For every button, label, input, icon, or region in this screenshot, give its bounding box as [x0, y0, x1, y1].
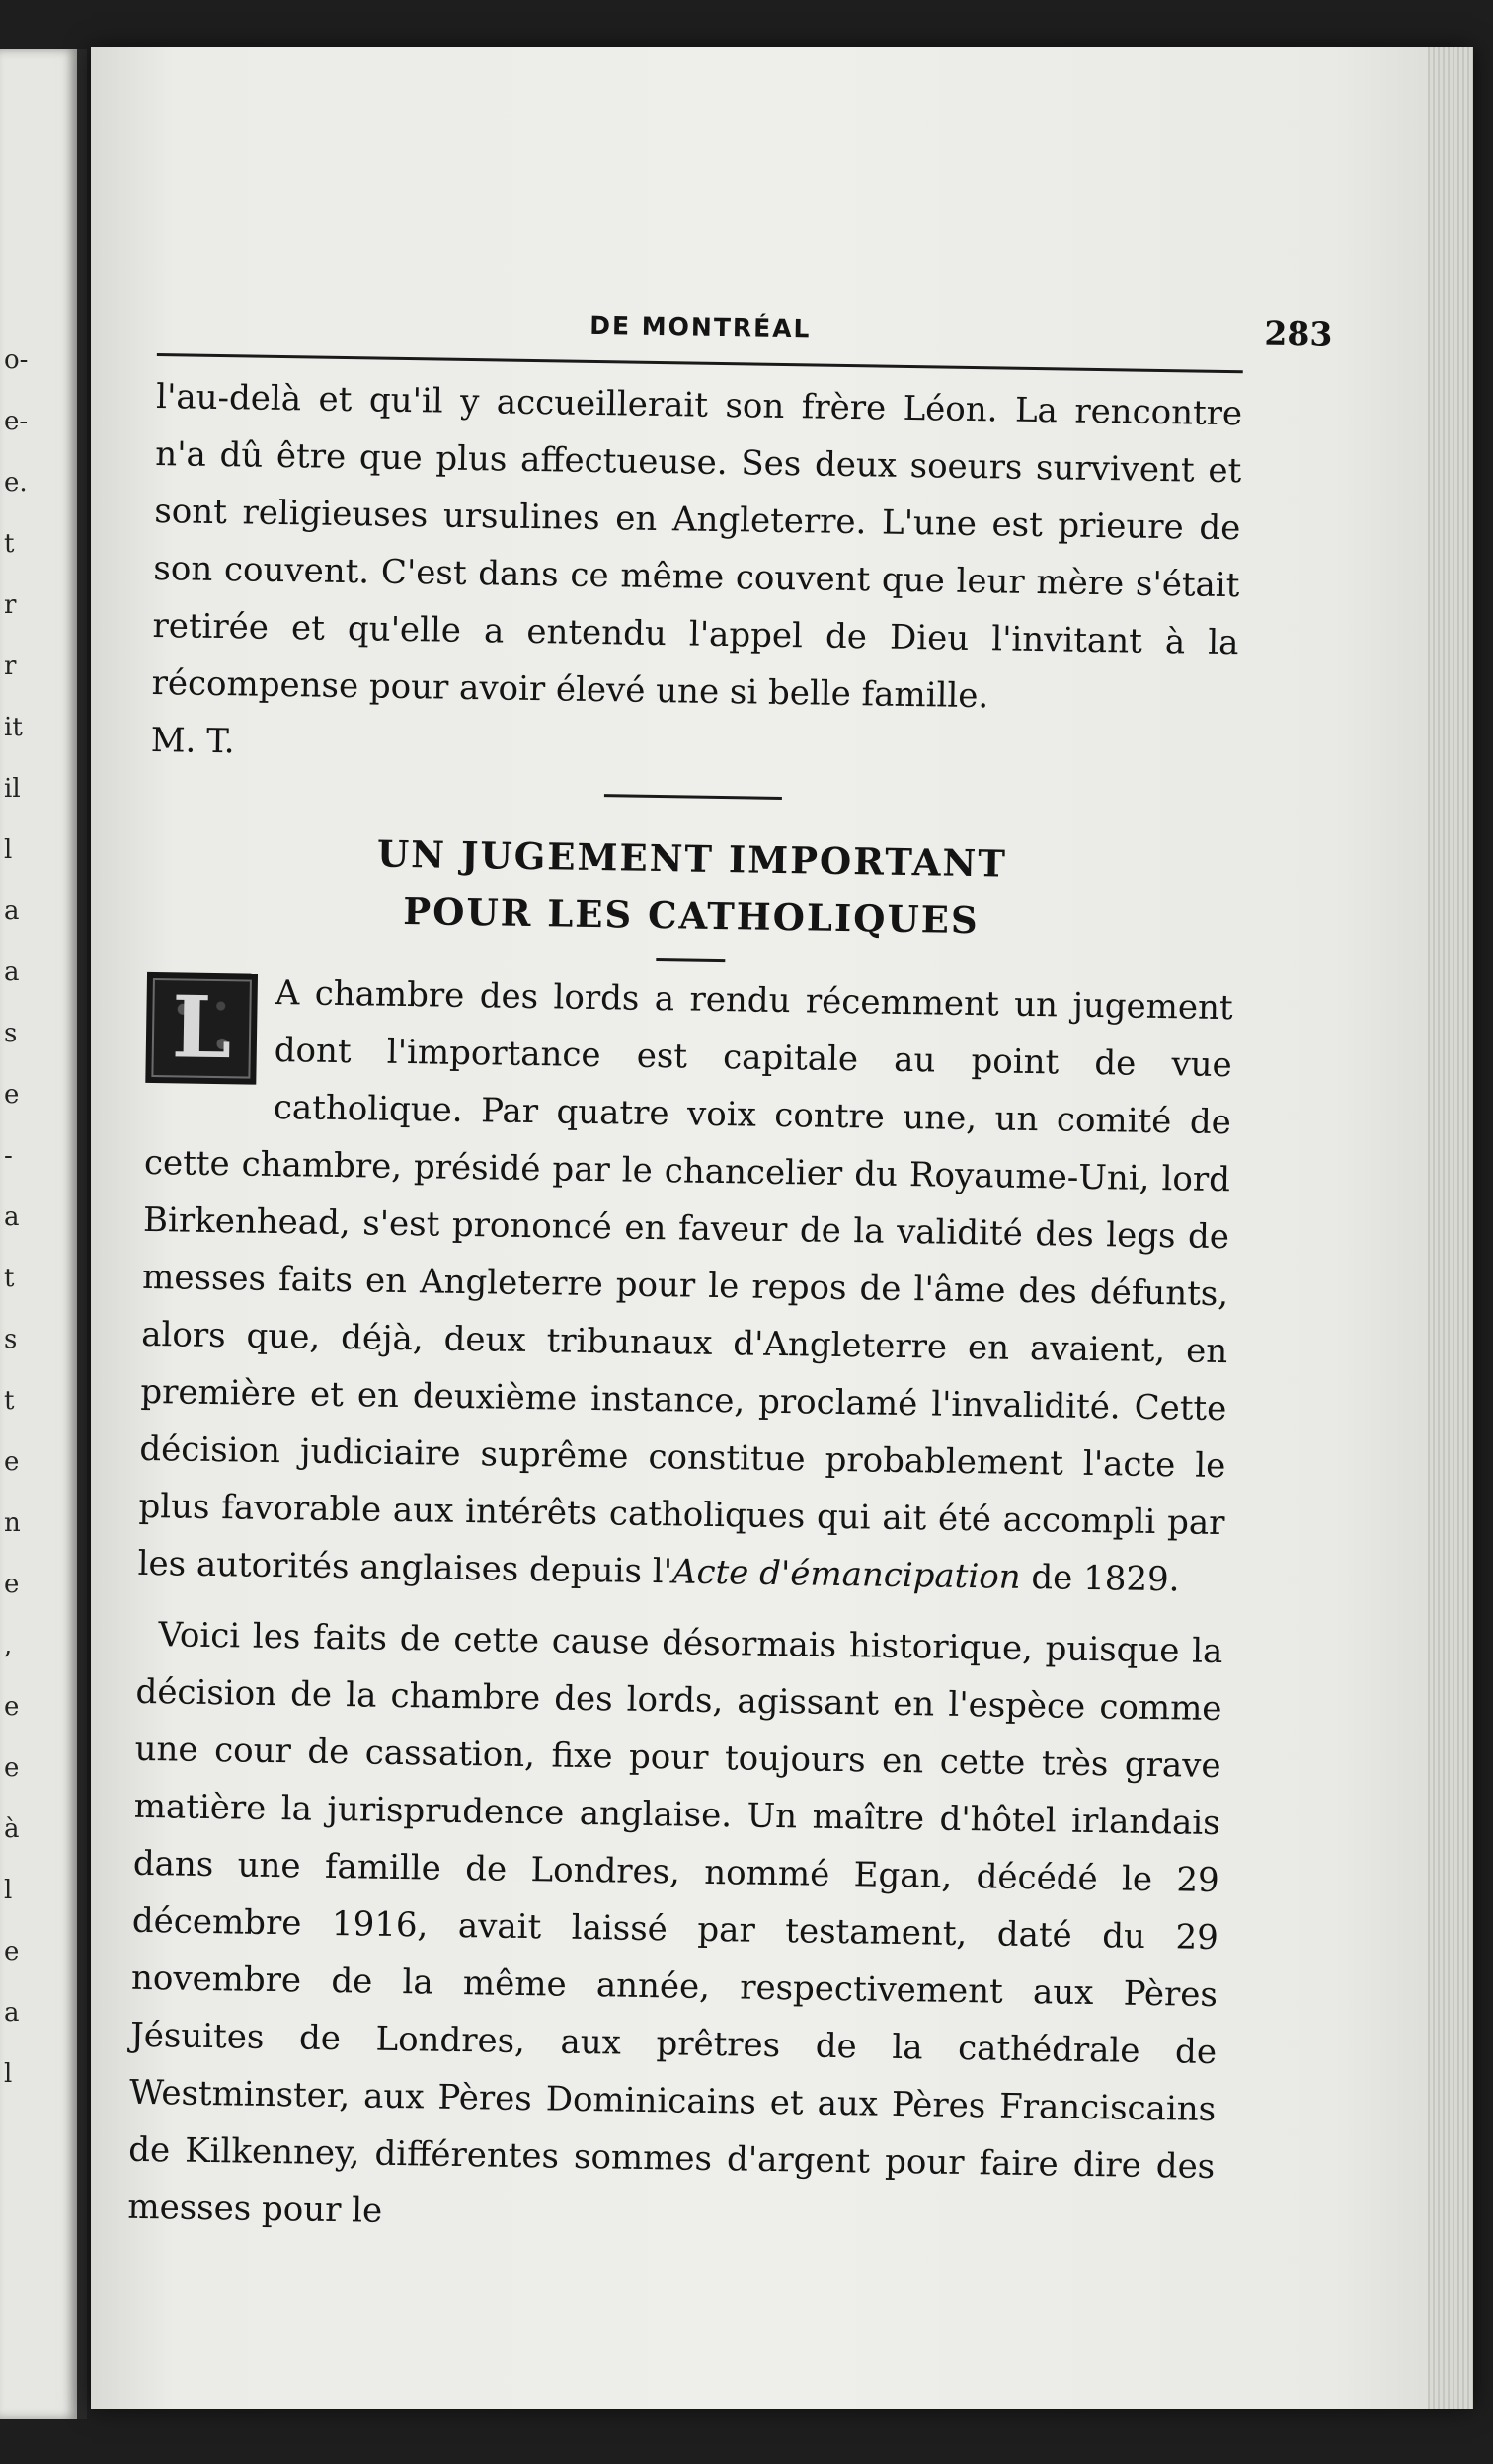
article-paragraph-2: Voici les faits de cette cause désormais historique, puisque la décision de la chambre des lords, agissant en l'espèce comme une cour de cassation, fixe pour toujours en cette très grave matière la jurisprudence anglaise. Un maître d'hôtel irlandais dans une famille de Londres, nommé Egan, décédé le 29 décembre 1916, avait laissé par testament, daté du 29 novembre de la même année, respectivement aux Pères Jésuites de Londres, aux prêtres de la cathédrale de Westminster, aux Pères Dominicains et aux Pères Franciscains de Kilkenney, différentes sommes d'argent pour faire dire des messes pour le — [127, 1615, 1223, 2231]
left-page-fragment: t — [4, 1386, 15, 1416]
author-signature: M. T. — [150, 720, 235, 762]
section-divider — [604, 794, 782, 800]
title-underline — [656, 958, 725, 962]
page-edge-shadow — [1428, 47, 1473, 2409]
article-paragraph-1-text: A chambre des lords a rendu récemment un jugement dont l'importance est capitale au point de vue catholique. Par quatre voix contre une, un comité de cette chambre, présidé par le chancelier du Royaume-Uni, lord Birkenhead, s'est prononcé en faveur de la validité des legs de messes faits en Angleterre pour le repos de l'âme des défunts, alors que, déjà, deux tribunaux d'Angleterre en avaient, en première et en deuxième instance, proclamé l'invalidité. Cette décision judiciaire suprême constitue probablement l'acte le plus favorable aux intérêts catholiques qui ait été accompli par les autorités anglaises depuis l' — [137, 972, 1233, 1592]
article-paragraph-1-end: de 1829. — [1020, 1557, 1180, 1600]
left-page-fragment: e — [4, 1080, 20, 1110]
left-page-fragment: a — [4, 958, 20, 987]
left-page-fragment: à — [4, 1814, 20, 1844]
left-page-fragment: e — [4, 1753, 20, 1783]
left-page-fragment: e — [4, 1447, 20, 1477]
page-content — [127, 284, 1333, 2253]
left-page-fragment: l — [4, 2059, 13, 2089]
page-number: 283 — [1264, 313, 1333, 353]
left-page-fragment: e- — [4, 407, 29, 436]
left-page-edge — [0, 49, 87, 2419]
article-paragraph-1 — [137, 962, 1233, 1609]
left-page-fragment: e — [4, 1570, 20, 1599]
act-of-emancipation-italic: Acte d'émancipation — [671, 1552, 1021, 1597]
ornamental-dropcap — [145, 972, 258, 1085]
left-page-fragment: n — [4, 1508, 21, 1538]
left-page-fragment: e — [4, 1937, 20, 1966]
left-page-fragment: it — [4, 713, 23, 742]
running-head — [157, 284, 1333, 373]
left-page-fragment: a — [4, 1202, 20, 1232]
article-title — [148, 821, 1236, 953]
left-page-fragment: a — [4, 1998, 20, 2028]
left-page-fragment: l — [4, 835, 13, 865]
dropcap-letter: L — [171, 977, 233, 1079]
left-page-fragment: t — [4, 529, 15, 559]
left-page-fragment: - — [4, 1141, 13, 1171]
left-page-fragment: l — [4, 1876, 13, 1905]
left-page-fragment: e. — [4, 468, 28, 498]
article-title-line-1: UN JUGEMENT IMPORTANT — [376, 831, 1008, 886]
article-title-line-2: POUR LES CATHOLIQUES — [403, 888, 981, 943]
left-page-fragment: o- — [4, 346, 29, 375]
left-page-fragment: t — [4, 1264, 15, 1293]
continuation-paragraph: l'au-delà et qu'il y accueillerait son frère Léon. La rencontre n'a dû être que plus affectueuse. Ses deux soeurs survivent et sont religieuses ursulines en Angleterre. L'une est prieure de son couvent. C'est dans ce même couvent que leur mère s'était retirée et qu'elle a entendu l'appel de Dieu l'invitant à la récompense pour avoir élevé une si belle famille. — [151, 376, 1243, 717]
left-page-fragment: il — [4, 774, 21, 804]
running-title: DE MONTRÉAL — [589, 310, 812, 344]
left-page-fragment: s — [4, 1019, 18, 1048]
left-page-fragment: , — [4, 1631, 13, 1660]
left-page-fragment: s — [4, 1325, 18, 1354]
left-page-fragment: r — [4, 590, 17, 620]
book-page — [91, 47, 1473, 2409]
left-page-fragment: r — [4, 652, 17, 681]
left-page-fragment: e — [4, 1692, 20, 1722]
left-page-fragment: a — [4, 896, 20, 926]
